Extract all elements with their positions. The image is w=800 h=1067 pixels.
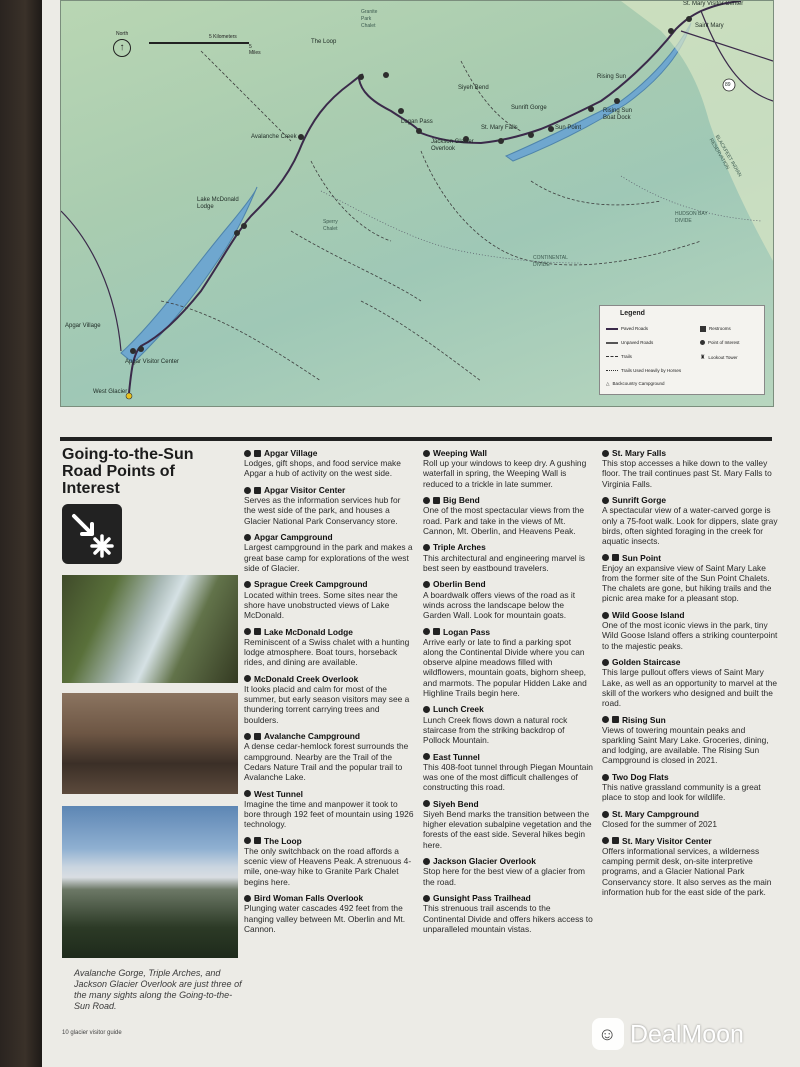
poi-entry bbox=[423, 627, 593, 698]
poi-heading bbox=[244, 448, 414, 458]
map-label-apgar-village: Apgar Village bbox=[65, 323, 101, 329]
restroom-icon bbox=[612, 716, 619, 723]
poi-heading-text: Apgar Visitor Center bbox=[264, 485, 346, 495]
poi-description: One of the most spectacular views from the road. Park and take in the views of Mt. Cannon, Mt. Oberlin, and Heavens Peak. bbox=[423, 505, 585, 536]
poi-entry bbox=[602, 836, 780, 897]
map-label-apgar-visitor-center: Apgar Visitor Center bbox=[125, 359, 179, 365]
dealmoon-watermark bbox=[592, 1012, 788, 1054]
photo-triple-arches bbox=[62, 693, 238, 794]
scale-mi-label: 5 Miles bbox=[249, 44, 261, 56]
poi-heading bbox=[423, 542, 593, 552]
lake-mcdonald-shape bbox=[121, 187, 257, 363]
poi-heading bbox=[244, 627, 414, 637]
poi-description: This strenuous trail ascends to the Continental Divide and offers hikers access to unparalleled mountain vistas. bbox=[423, 903, 593, 934]
legend-paved: Paved Roads bbox=[606, 326, 648, 331]
map-label-saint-mary: Saint Mary bbox=[695, 23, 724, 29]
poi-heading-text: St. Mary Visitor Center bbox=[622, 835, 712, 846]
poi-number-icon bbox=[602, 811, 609, 818]
map-label-siyeh-bend: Siyeh Bend bbox=[458, 85, 489, 91]
poi-heading-text: Wild Goose Island bbox=[612, 610, 685, 621]
poi-number-icon bbox=[423, 858, 430, 865]
poi-icon bbox=[700, 340, 705, 345]
poi-heading-text: Sprague Creek Campground bbox=[254, 579, 368, 590]
map-label-hudson-bay: HUDSON BAY DIVIDE bbox=[675, 211, 708, 224]
map-label-rising-sun: Rising Sun bbox=[597, 74, 627, 80]
poi-description: It looks placid and calm for most of the summer, but early season visitors may see a thundering torrent carrying trees and boulders. bbox=[244, 684, 410, 725]
poi-heading-text: Lake McDonald Lodge bbox=[264, 626, 353, 637]
poi-description: The only switchback on the road affords a scenic view of Heavens Peak. A strenuous 4-mile, one-way hike to Granite Park Chalet begins here. bbox=[244, 846, 412, 887]
poi-number-icon bbox=[602, 837, 609, 844]
poi-number-icon bbox=[423, 544, 430, 551]
poi-entry bbox=[423, 704, 593, 745]
poi-heading bbox=[602, 836, 780, 846]
poi-heading-text: Lunch Creek bbox=[433, 704, 484, 715]
legend-trails: Trails bbox=[606, 354, 632, 359]
poi-entry bbox=[423, 799, 593, 850]
poi-description: This stop accesses a hike down to the valley floor. The trail continues past St. Mary Falls to Virginia Falls. bbox=[602, 458, 772, 489]
poi-description: Enjoy an expansive view of Saint Mary Lake from the former site of the Sun Point Chalets. The chalets are gone, but hiking trails and the picnic area make for a pleasant stop. bbox=[602, 562, 772, 604]
poi-number-icon bbox=[244, 790, 251, 797]
restroom-icon bbox=[254, 450, 261, 457]
poi-number-icon bbox=[423, 581, 430, 588]
map-scale bbox=[149, 34, 261, 56]
poi-heading-text: Avalanche Campground bbox=[264, 731, 361, 742]
poi-number-icon bbox=[602, 716, 609, 723]
poi-heading bbox=[602, 715, 780, 725]
poi-description: This architectural and engineering marvel is best seen by eastbound travelers. bbox=[423, 552, 585, 573]
poi-heading bbox=[602, 448, 780, 458]
poi-description: Views of towering mountain peaks and sparkling Saint Mary Lake. Groceries, dining, and lodging, are available. The Rising Sun Campground is closed in 2021. bbox=[602, 724, 769, 766]
map-label-sunrift-gorge: Sunrift Gorge bbox=[511, 105, 547, 111]
poi-heading bbox=[423, 893, 593, 903]
map-label-granite-park: Granite Park Chalet bbox=[361, 9, 378, 29]
poi-description: A dense cedar-hemlock forest surrounds the campground. Nearby are the Trail of the Cedars Nature Trail and the popular trail to Avalanche Lake. bbox=[244, 741, 409, 783]
scale-km-label: 5 Kilometers bbox=[209, 34, 237, 40]
poi-description: One of the most iconic views in the park, tiny Wild Goose Island offers a striking counterpoint to the majestic peaks. bbox=[602, 620, 778, 651]
map-label-sperry-chalet: Sperry Chalet bbox=[323, 219, 338, 232]
poi-heading-text: Apgar Village bbox=[264, 448, 318, 458]
poi-entry bbox=[244, 448, 414, 479]
poi-heading bbox=[602, 657, 780, 667]
poi-heading bbox=[244, 836, 414, 846]
north-label: North bbox=[116, 31, 129, 37]
poi-heading bbox=[244, 674, 414, 684]
poi-entry bbox=[244, 532, 414, 573]
poi-description: This native grassland community is a great place to stop and look for wildlife. bbox=[602, 782, 761, 803]
poi-number-icon bbox=[423, 800, 430, 807]
poi-heading bbox=[423, 579, 593, 589]
poi-entry bbox=[423, 495, 593, 536]
poi-column-3 bbox=[602, 448, 780, 903]
map-label-st-mary-vc: St. Mary Visitor Center bbox=[683, 1, 744, 7]
poi-heading-text: Sunrift Gorge bbox=[612, 495, 666, 506]
map-label-rising-sun-boat: Rising Sun Boat Dock bbox=[603, 108, 633, 121]
poi-heading bbox=[423, 448, 593, 458]
poi-entry bbox=[602, 610, 780, 651]
poi-heading-text: Siyeh Bend bbox=[433, 798, 479, 809]
poi-entry bbox=[602, 448, 780, 489]
legend-horses: Trails Used Heavily by Horses bbox=[606, 368, 681, 373]
poi-description: Serves as the information services hub for the west side of the park, and houses a Glacier National Park Conservancy store. bbox=[244, 495, 401, 526]
poi-entry bbox=[244, 893, 414, 934]
map-legend bbox=[599, 305, 765, 395]
watermark-text: DealMoon bbox=[630, 1020, 744, 1049]
poi-heading-text: West Tunnel bbox=[254, 788, 304, 799]
poi-heading bbox=[244, 731, 414, 741]
legend-backcountry: △ Backcountry Campground bbox=[606, 381, 665, 386]
restroom-icon bbox=[433, 628, 440, 635]
map-label-west-glacier: West Glacier bbox=[93, 389, 128, 395]
poi-heading bbox=[602, 772, 780, 782]
section-rule bbox=[60, 437, 772, 441]
poi-description: Closed for the summer of 2021 bbox=[602, 819, 717, 830]
restroom-icon bbox=[254, 628, 261, 635]
restroom-icon bbox=[612, 554, 619, 561]
poi-heading-text: Jackson Glacier Overlook bbox=[433, 856, 536, 867]
map-label-hwy-89: 89 bbox=[725, 82, 731, 88]
poi-description: Lunch Creek flows down a natural rock staircase from the striking backdrop of Pollock Mountain. bbox=[423, 714, 568, 746]
poi-description: This large pullout offers views of Saint Mary Lake, as well as an opportunity to marvel at the skill of the workers who designed and built the road. bbox=[602, 667, 778, 709]
poi-column-1 bbox=[244, 448, 414, 940]
poi-number-icon bbox=[423, 895, 430, 902]
poi-number-icon bbox=[244, 733, 251, 740]
poi-heading-text: East Tunnel bbox=[433, 751, 480, 762]
map-label-jackson-glacier: Jackson Glacier Overlook bbox=[431, 139, 474, 152]
poi-description: Stop here for the best view of a glacier from the road. bbox=[423, 866, 585, 887]
poi-number-icon bbox=[244, 837, 251, 844]
poi-entry bbox=[423, 752, 593, 793]
poi-entry bbox=[602, 553, 780, 604]
poi-number-icon bbox=[602, 612, 609, 619]
legend-unpaved: Unpaved Roads bbox=[606, 340, 653, 345]
poi-heading-text: Sun Point bbox=[622, 552, 662, 563]
poi-heading bbox=[423, 627, 593, 637]
page-footer: 10 glacier visitor guide bbox=[62, 1030, 122, 1036]
legend-lookout: ♜ Lookout Tower bbox=[700, 355, 738, 361]
table-edge bbox=[0, 0, 42, 1067]
restroom-icon bbox=[433, 497, 440, 504]
poi-entry bbox=[602, 772, 780, 803]
poi-entry bbox=[423, 542, 593, 573]
poi-heading-text: Golden Staircase bbox=[612, 657, 681, 668]
poi-entry bbox=[423, 448, 593, 489]
poi-description: This 408-foot tunnel through Piegan Mountain was one of the most difficult challenges of constructing this road. bbox=[423, 761, 593, 793]
north-arrow-icon: ↑ bbox=[113, 39, 131, 57]
poi-description: A boardwalk offers views of the road as it winds across the landscape below the Garden Wall. Look for mountain goats. bbox=[423, 589, 576, 621]
map-label-lake-mcdonald: Lake McDonald Lodge bbox=[197, 197, 239, 210]
sun-road-badge-icon bbox=[62, 504, 122, 564]
poi-heading bbox=[602, 495, 780, 505]
poi-description: Arrive early or late to find a parking spot along the Continental Divide where you can observe alpine meadows filled with wildflowers, mountain goats, bighorn sheep, and marmots. The popular Hidden Lake and Highline Trails begin here. bbox=[423, 636, 587, 698]
poi-heading bbox=[423, 704, 593, 714]
restroom-icon bbox=[254, 487, 261, 494]
map-label-blackfeet: BLACKFEET INDIAN RESERVATION bbox=[707, 133, 743, 179]
poi-heading-text: St. Mary Campground bbox=[612, 809, 700, 820]
poi-heading-text: Apgar Campground bbox=[254, 532, 333, 543]
poi-heading bbox=[244, 532, 414, 542]
park-map bbox=[60, 0, 774, 407]
poi-heading bbox=[244, 485, 414, 495]
poi-heading-text: St. Mary Falls bbox=[612, 448, 666, 458]
poi-heading-text: Oberlin Bend bbox=[433, 579, 486, 590]
poi-heading-text: Bird Woman Falls Overlook bbox=[254, 893, 364, 904]
poi-number-icon bbox=[423, 706, 430, 713]
poi-heading-text: Weeping Wall bbox=[433, 448, 487, 458]
dealmoon-logo-icon: ☺ bbox=[592, 1018, 624, 1050]
legend-poi: Point of Interest bbox=[700, 340, 740, 345]
poi-description: Plunging water cascades 492 feet from the hanging valley between Mt. Oberlin and Mt. Cannon. bbox=[244, 903, 406, 934]
poi-entry bbox=[244, 836, 414, 887]
map-label-continental-divide: CONTINENTAL DIVIDE bbox=[533, 255, 568, 268]
poi-number-icon bbox=[423, 753, 430, 760]
poi-heading bbox=[244, 579, 414, 589]
poi-column-2 bbox=[423, 448, 593, 940]
poi-heading-text: Triple Arches bbox=[433, 542, 486, 553]
poi-entry bbox=[244, 485, 414, 526]
poi-entry bbox=[602, 809, 780, 829]
poi-heading-text: Big Bend bbox=[443, 495, 480, 506]
poi-description: Offers informational services, a wilderness camping permit desk, on-site interpretive programs, and a Glacier National Park Conservancy store. It also serves as the main information hub for the east side of the park. bbox=[602, 846, 772, 897]
poi-number-icon bbox=[602, 450, 609, 457]
restroom-icon bbox=[612, 837, 619, 844]
poi-description: Located within trees. Some sites near the shore have unobstructed views of Lake McDonald. bbox=[244, 589, 398, 621]
poi-number-icon bbox=[244, 487, 251, 494]
map-label-st-mary-falls: St. Mary Falls bbox=[481, 125, 518, 131]
poi-number-icon bbox=[244, 450, 251, 457]
map-label-avalanche-creek: Avalanche Creek bbox=[251, 134, 297, 140]
poi-entry bbox=[423, 893, 593, 934]
poi-number-icon bbox=[602, 774, 609, 781]
poi-number-icon bbox=[244, 581, 251, 588]
poi-number-icon bbox=[423, 628, 430, 635]
poi-heading bbox=[244, 893, 414, 903]
poi-number-icon bbox=[423, 450, 430, 457]
poi-number-icon bbox=[244, 534, 251, 541]
poi-heading bbox=[423, 856, 593, 866]
poi-entry bbox=[602, 495, 780, 546]
poi-description: Largest campground in the park and makes a great base camp for explorations of the west side of Glacier. bbox=[244, 542, 413, 573]
poi-heading bbox=[602, 610, 780, 620]
poi-description: Reminiscent of a Swiss chalet with a hunting lodge atmosphere. Boat tours, horseback rides, and dining are available. bbox=[244, 636, 410, 668]
poi-entry bbox=[244, 627, 414, 668]
legend-restrooms: Restrooms bbox=[700, 326, 731, 332]
poi-heading-text: Rising Sun bbox=[622, 714, 666, 725]
map-label-sun-point: Sun Point bbox=[555, 125, 582, 131]
restroom-icon bbox=[700, 326, 706, 332]
map-label-logan-pass: Logan Pass bbox=[401, 119, 433, 125]
poi-heading bbox=[602, 553, 780, 563]
poi-heading bbox=[244, 789, 414, 799]
poi-entry bbox=[423, 579, 593, 620]
poi-heading-text: Gunsight Pass Trailhead bbox=[433, 893, 531, 904]
poi-heading-text: Two Dog Flats bbox=[612, 772, 669, 783]
map-label-the-loop: The Loop bbox=[311, 39, 337, 45]
poi-number-icon bbox=[244, 628, 251, 635]
poi-entry bbox=[244, 789, 414, 830]
poi-entry bbox=[602, 657, 780, 708]
poi-description: Siyeh Bend marks the transition between the higher elevation subalpine vegetation and the forests of the east side. Several hikes begin here. bbox=[423, 809, 592, 850]
photo-avalanche-gorge bbox=[62, 575, 238, 683]
poi-entry bbox=[602, 715, 780, 766]
restroom-icon bbox=[254, 837, 261, 844]
poi-entry bbox=[244, 579, 414, 620]
poi-description: Imagine the time and manpower it took to bore through 192 feet of mountain using 1926 technology. bbox=[244, 798, 414, 830]
poi-heading bbox=[602, 809, 780, 819]
poi-markers bbox=[130, 16, 692, 354]
poi-heading-text: McDonald Creek Overlook bbox=[254, 673, 359, 684]
poi-heading-text: The Loop bbox=[264, 835, 302, 846]
poi-number-icon bbox=[244, 895, 251, 902]
photo-caption: Avalanche Gorge, Triple Arches, and Jackson Glacier Overlook are just three of the many sights along the Going-to-the-Sun Road. bbox=[74, 968, 242, 1011]
poi-description: Roll up your windows to keep dry. A gushing waterfall in spring, the Weeping Wall is reduced to a trickle in late summer. bbox=[423, 458, 587, 489]
poi-entry bbox=[423, 856, 593, 887]
legend-title: Legend bbox=[620, 310, 645, 317]
poi-number-icon bbox=[602, 659, 609, 666]
poi-description: Lodges, gift shops, and food service make Apgar a hub of activity on the west side. bbox=[244, 458, 401, 479]
poi-entry bbox=[244, 731, 414, 782]
page-title: Going-to-the-Sun Road Points of Interest bbox=[62, 446, 194, 497]
poi-entry bbox=[244, 674, 414, 725]
poi-heading-text: Logan Pass bbox=[443, 626, 491, 637]
poi-heading bbox=[423, 752, 593, 762]
poi-heading bbox=[423, 495, 593, 505]
photo-jackson-glacier bbox=[62, 806, 238, 958]
restroom-icon bbox=[254, 733, 261, 740]
poi-number-icon bbox=[602, 554, 609, 561]
poi-number-icon bbox=[244, 675, 251, 682]
poi-description: A spectacular view of a water-carved gorge is only a 75-foot walk. Look for dippers, slate gray birds, often sighted foraging in the creek for aquatic insects. bbox=[602, 505, 778, 547]
poi-number-icon bbox=[423, 497, 430, 504]
poi-number-icon bbox=[602, 497, 609, 504]
poi-heading bbox=[423, 799, 593, 809]
